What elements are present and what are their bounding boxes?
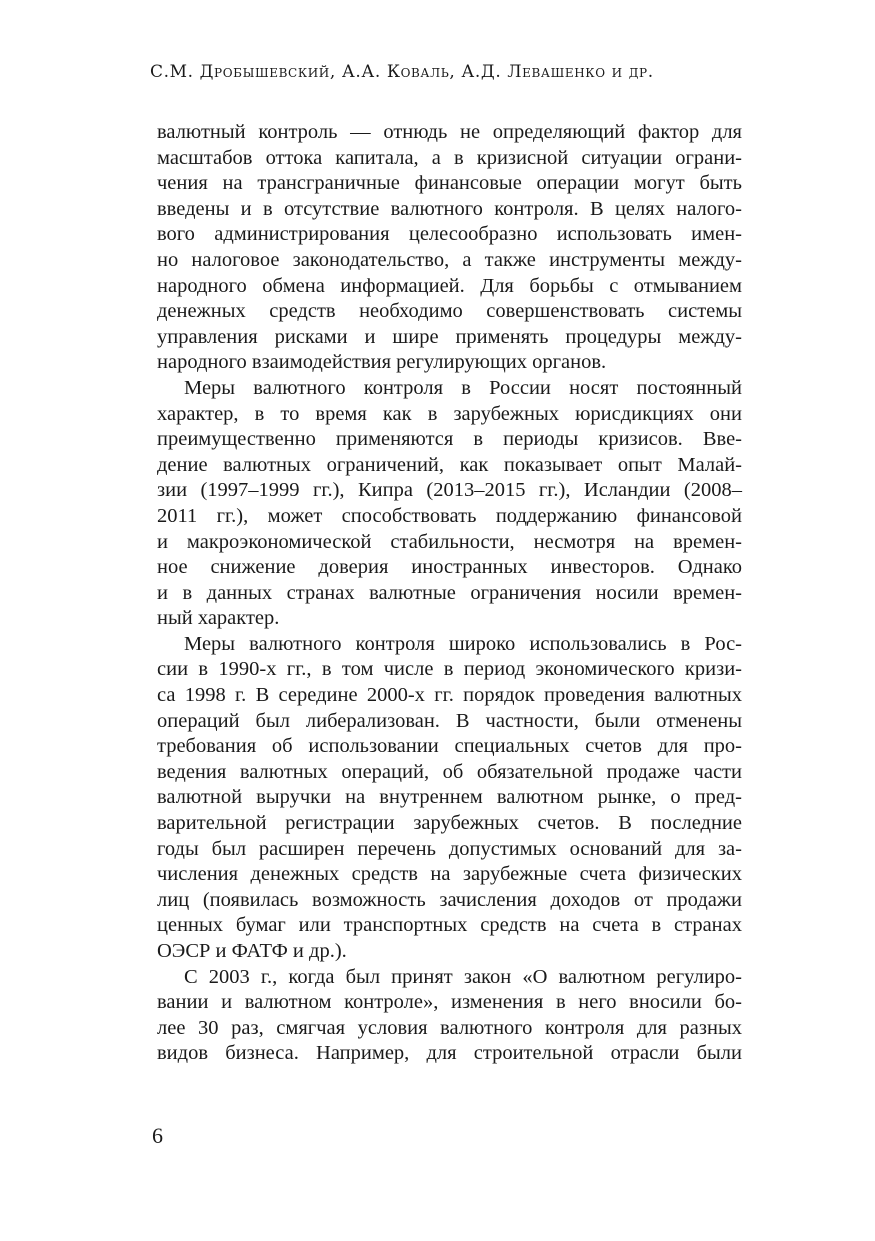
text-line: ный характер.: [157, 607, 280, 630]
paragraph: [157, 965, 742, 1067]
text-line: народного обмена информацией. Для борьбы с отмыванием: [157, 274, 742, 297]
text-line: преимущественно применяются в периоды кризисов. Вве-: [157, 428, 742, 451]
text-line: лиц (появилась возможность зачисления доходов от продажи: [157, 888, 742, 911]
text-line: масштабов оттока капитала, а в кризисной ситуации ограни-: [157, 146, 742, 169]
text-line: Меры валютного контроля в России носят постоянный: [184, 376, 742, 399]
text-line: С 2003 г., когда был принят закон «О валютном регулиро-: [184, 965, 742, 988]
text-line: и в данных странах валютные ограничения носили времен-: [157, 581, 742, 604]
text-line: вого администрирования целесообразно использовать имен-: [157, 223, 742, 246]
text-line: ОЭСР и ФАТФ и др.).: [157, 940, 347, 962]
paragraph: [157, 632, 742, 965]
text-line: варительной регистрации зарубежных счетов. В последние: [157, 812, 742, 835]
text-line: зии (1997–1999 гг.), Кипра (2013–2015 гг.), Исландии (2008–: [157, 479, 742, 502]
text-line: валютный контроль — отнюдь не определяющий фактор для: [157, 121, 742, 143]
text-line: вании и валютном контроле», изменения в него вносили бо-: [157, 991, 742, 1014]
text-line: и макроэкономической стабильности, несмотря на времен-: [157, 530, 742, 553]
running-header: С.М. Дробышевский, А.А. Коваль, А.Д. Левашенко и др.: [150, 62, 654, 82]
text-line: дение валютных ограничений, как показывает опыт Малай-: [157, 453, 742, 476]
text-line: но налоговое законодательство, а также инструменты между-: [157, 248, 742, 271]
text-line: видов бизнеса. Например, для строительной отрасли были: [157, 1042, 742, 1065]
text-line: числения денежных средств на зарубежные счета физических: [157, 863, 742, 886]
text-line: лее 30 раз, смягчая условия валютного контроля для разных: [157, 1016, 742, 1039]
text-line: денежных средств необходимо совершенствовать системы: [157, 300, 742, 323]
text-line: требования об использовании специальных счетов для про-: [157, 735, 742, 758]
paragraph: [157, 376, 742, 632]
text-line: годы был расширен перечень допустимых оснований для за-: [157, 837, 742, 860]
text-line: характер, в то время как в зарубежных юрисдикциях они: [157, 402, 742, 425]
text-line: Меры валютного контроля широко использовались в Рос-: [184, 632, 742, 655]
paragraph: [157, 120, 742, 376]
text-line: валютной выручки на внутреннем валютном рынке, о пред-: [157, 786, 742, 809]
text-line: управления рисками и шире применять процедуры между-: [157, 325, 742, 348]
text-line: са 1998 г. В середине 2000-х гг. порядок проведения валютных: [157, 684, 742, 707]
text-line: ное снижение доверия иностранных инвесторов. Однако: [157, 556, 742, 579]
text-line: народного взаимодействия регулирующих органов.: [157, 351, 607, 374]
text-line: сии в 1990-х гг., в том числе в период экономического кризи-: [157, 658, 742, 681]
text-line: чения на трансграничные финансовые операции могут быть: [157, 172, 742, 195]
body-text: [157, 120, 742, 1067]
text-line: операций был либерализован. В частности, были отменены: [157, 709, 742, 732]
text-line: ценных бумаг или транспортных средств на счета в странах: [157, 914, 742, 937]
text-line: ведения валютных операций, об обязательной продаже части: [157, 760, 742, 783]
text-line: введены и в отсутствие валютного контроля. В целях налого-: [157, 197, 742, 220]
page-number: 6: [152, 1123, 163, 1148]
text-line: 2011 гг.), может способствовать поддержанию финансовой: [157, 504, 742, 527]
